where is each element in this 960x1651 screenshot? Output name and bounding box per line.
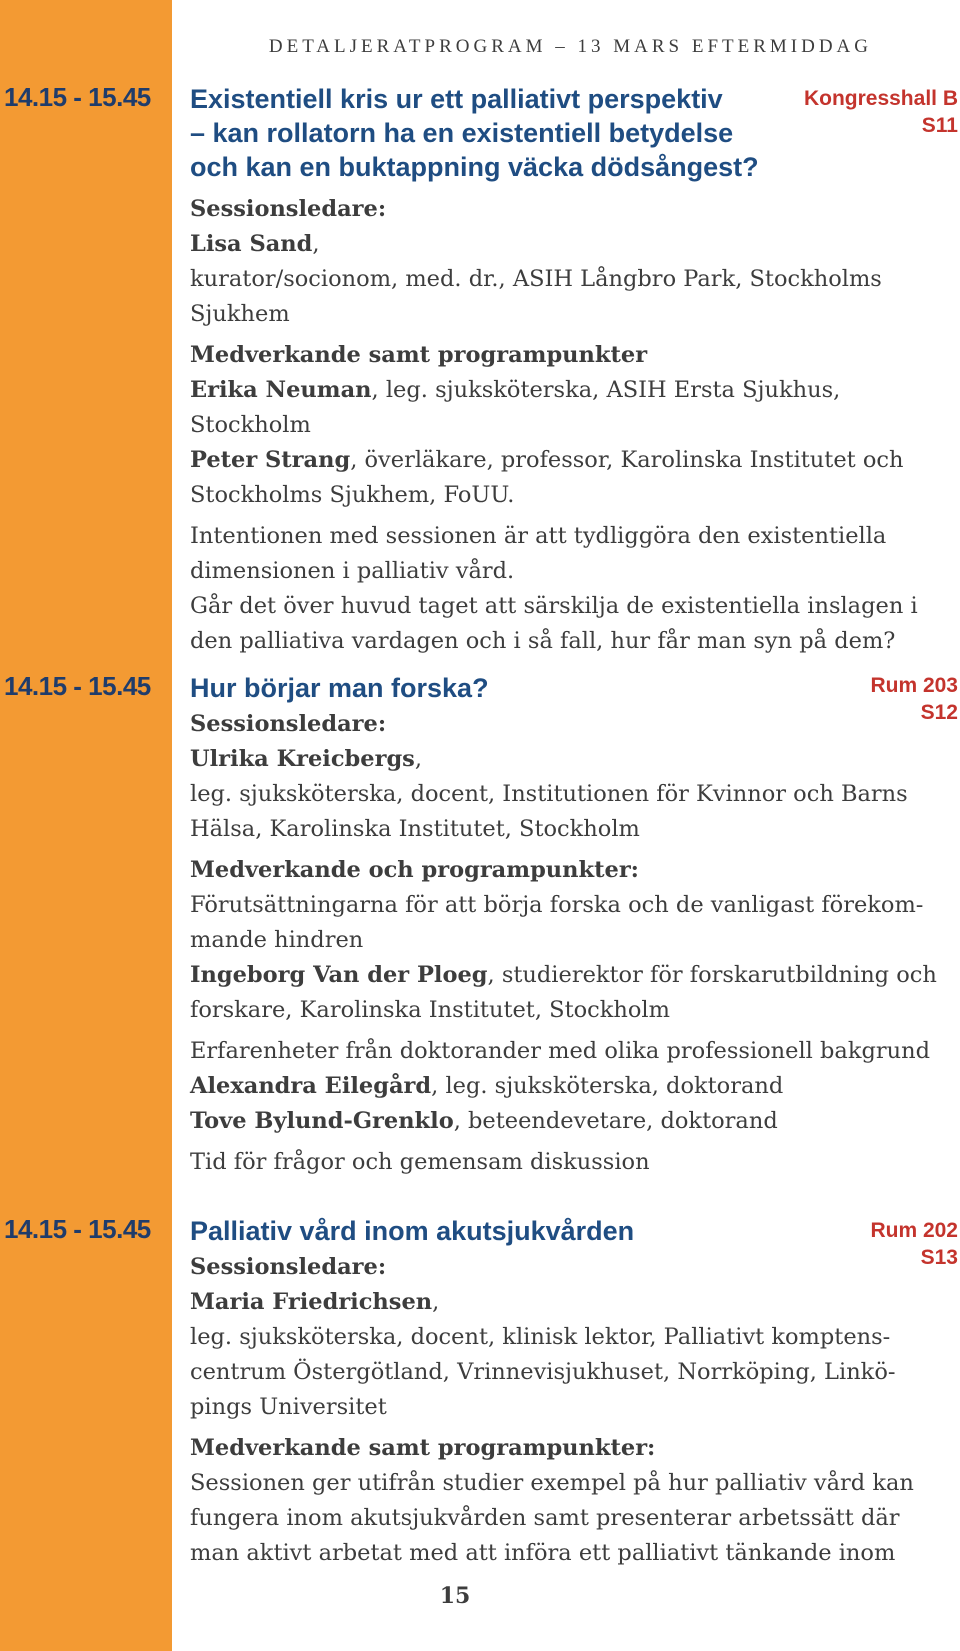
contributor xyxy=(190,1069,930,1104)
title-line: och kan en buktappning väcka dödsångest? xyxy=(190,152,759,182)
contributor-cont: Stockholm xyxy=(190,412,311,438)
leader-desc: leg. sjuksköterska, docent, Institutionen för Kvinnor och Barns xyxy=(190,781,908,807)
session-code: S12 xyxy=(920,701,958,724)
contributor-role: , studierektor för forskarutbildning och xyxy=(487,962,937,988)
contributors-heading: Medverkande samt programpunkter: xyxy=(190,1435,656,1461)
leader-line xyxy=(190,742,930,777)
title-line: – kan rollatorn ha en existentiell betydelse xyxy=(190,118,734,148)
leader-name: Maria Friedrichsen xyxy=(190,1289,433,1315)
intro-text: Går det över huvud taget att särskilja de existentiella inslagen i xyxy=(190,593,918,619)
session-time: 14.15 - 15.45 xyxy=(4,82,151,112)
room-name: Rum 202 xyxy=(870,1219,958,1242)
leader-desc: Sjukhem xyxy=(190,301,290,327)
leader-desc: kurator/socionom, med. dr., ASIH Långbro Park, Stockholms xyxy=(190,266,882,292)
contributor-role: , överläkare, professor, Karolinska Institutet och xyxy=(350,447,904,473)
leader-desc: Hälsa, Karolinska Institutet, Stockholm xyxy=(190,816,640,842)
description-text: fungera inom akutsjukvården samt presenterar arbetssätt där xyxy=(190,1505,900,1531)
contributor-role: , beteendevetare, doktorand xyxy=(453,1108,778,1134)
room-name: Kongresshall B xyxy=(803,87,958,110)
session-title: Hur börjar man forska? xyxy=(190,673,489,703)
session-code: S13 xyxy=(920,1246,958,1269)
intro-text: dimensionen i palliativ vård. xyxy=(190,558,515,584)
session-time: 14.15 - 15.45 xyxy=(4,1214,151,1244)
orange-sidebar xyxy=(0,0,172,1651)
contributor-name: Erika Neuman xyxy=(190,377,372,403)
leader-suffix: , xyxy=(414,746,423,772)
contributors-heading: Medverkande samt programpunkter xyxy=(190,342,648,368)
contributor-cont: forskare, Karolinska Institutet, Stockholm xyxy=(190,997,670,1023)
description-text: man aktivt arbetat med att införa ett palliativt tänkande inom xyxy=(190,1540,896,1566)
page-number: 15 xyxy=(439,1583,471,1609)
room-name: Rum 203 xyxy=(870,674,958,697)
title-line: Existentiell kris ur ett palliativt perspektiv xyxy=(190,84,723,114)
running-head: DETALJERATPROGRAM – 13 MARS EFTERMIDDAG xyxy=(268,36,872,57)
topic-text: Förutsättningarna för att börja forska och de vanligast förekom- xyxy=(190,892,924,918)
leader-suffix: , xyxy=(312,231,320,257)
session-s11 xyxy=(190,82,930,659)
intro-text: den palliativa vardagen och i så fall, hur får man syn på dem? xyxy=(190,628,896,654)
session-title: Palliativ vård inom akutsjukvården xyxy=(190,1216,635,1246)
leader-desc: leg. sjuksköterska, docent, klinisk lektor, Palliativt komptens- xyxy=(190,1324,891,1350)
topic-text: mande hindren xyxy=(190,927,364,953)
intro-text: Intentionen med sessionen är att tydliggöra den existentiella xyxy=(190,523,887,549)
leader-name: Ulrika Kreicbergs xyxy=(190,746,415,772)
contributor-name: Tove Bylund-Grenklo xyxy=(190,1108,454,1134)
topic-text: Erfarenheter från doktorander med olika professionell bakgrund xyxy=(190,1038,931,1064)
contributor-role: , leg. sjuksköterska, ASIH Ersta Sjukhus, xyxy=(371,377,841,403)
leader-heading: Sessionsledare: xyxy=(190,711,387,737)
session-code: S11 xyxy=(921,114,958,137)
contributor-name: Peter Strang xyxy=(190,447,351,473)
leader-line xyxy=(190,1285,930,1320)
leader-desc: pings Universitet xyxy=(190,1394,387,1420)
description-text: Sessionen ger utifrån studier exempel på hur palliativ vård kan xyxy=(190,1470,914,1496)
contributor xyxy=(190,373,930,408)
session-time: 14.15 - 15.45 xyxy=(4,671,151,701)
contributor xyxy=(190,958,937,993)
leader-heading: Sessionsledare: xyxy=(190,1254,387,1280)
contributor-cont: Stockholms Sjukhem, FoUU. xyxy=(190,482,515,508)
contributors-heading: Medverkande och programpunkter: xyxy=(190,857,639,883)
contributor xyxy=(190,443,930,478)
leader-desc: centrum Östergötland, Vrinnevisjukhuset, Norrköping, Linkö- xyxy=(190,1359,896,1385)
topic-text: Tid för frågor och gemensam diskussion xyxy=(190,1149,650,1175)
contributor-name: Ingeborg Van der Ploeg xyxy=(190,962,488,988)
contributor xyxy=(190,1104,930,1139)
contributor-name: Alexandra Eilegård xyxy=(190,1073,432,1099)
leader-suffix: , xyxy=(432,1289,440,1315)
leader-line xyxy=(190,227,930,262)
contributor-role: , leg. sjuksköterska, doktorand xyxy=(431,1073,784,1099)
session-s13 xyxy=(190,1214,930,1571)
leader-name: Lisa Sand xyxy=(190,231,313,257)
session-s12 xyxy=(190,671,937,1180)
session-title xyxy=(190,82,930,184)
leader-heading: Sessionsledare: xyxy=(190,196,387,222)
